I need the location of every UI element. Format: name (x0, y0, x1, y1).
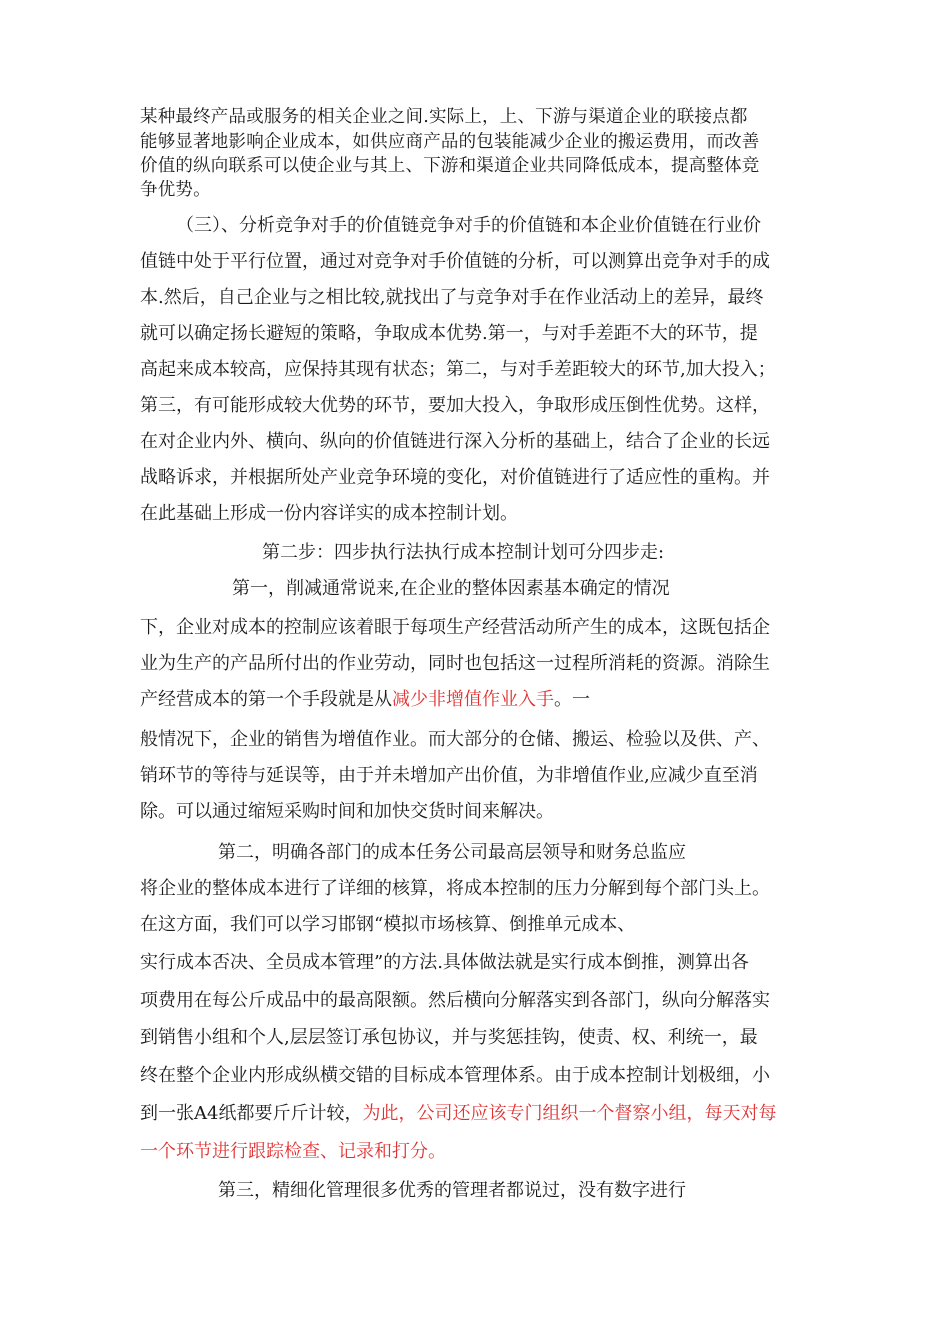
paragraph-line: 般情况下，企业的销售为增值作业。而大部分的仓储、搬运、检验以及供、产、 (140, 729, 770, 750)
paragraph-line: 能够显著地影响企业成本，如供应商产品的包装能减少企业的搬运费用，而改善 (140, 132, 760, 152)
paragraph-text: 到一张A4纸都要斤斤计较， (140, 1103, 363, 1124)
paragraph-line: 实行成本否决、全员成本管理”的方法.具体做法就是实行成本倒推，测算出各 (140, 952, 749, 973)
subsection-heading: 第三，精细化管理很多优秀的管理者都说过，没有数字进行 (218, 1180, 686, 1201)
paragraph-line: 就可以确定扬长避短的策略，争取成本优势.第一，与对手差距不大的环节，提 (140, 323, 758, 344)
paragraph-line-mixed (140, 689, 590, 711)
paragraph-line: 在对企业内外、横向、纵向的价值链进行深入分析的基础上，结合了企业的长远 (140, 431, 770, 452)
paragraph-line: 第三，有可能形成较大优势的环节，要加大投入，争取形成压倒性优势。这样， (140, 395, 770, 416)
paragraph-line: 除。可以通过缩短采购时间和加快交货时间来解决。 (140, 801, 554, 822)
paragraph-line: 在此基础上形成一份内容详实的成本控制计划。 (140, 503, 518, 524)
paragraph-line: 项费用在每公斤成品中的最高限额。然后横向分解落实到各部门，纵向分解落实 (140, 990, 770, 1011)
paragraph-line: 高起来成本较高，应保持其现有状态；第二，与对手差距较大的环节,加大投入； (140, 359, 776, 380)
paragraph-line: 销环节的等待与延误等，由于并未增加产出价值，为非增值作业,应减少直至消 (140, 765, 758, 786)
section-heading-line: （三）、分析竞争对手的价值链竞争对手的价值链和本企业价值链在行业价 (176, 215, 761, 236)
paragraph-line: 值链中处于平行位置，通过对竞争对手价值链的分析，可以测算出竞争对手的成 (140, 251, 770, 272)
subsection-heading: 第一，削减通常说来,在企业的整体因素基本确定的情况 (232, 578, 670, 599)
paragraph-line: 价值的纵向联系可以使企业与其上、下游和渠道企业共同降低成本，提高整体竞 (140, 156, 760, 176)
paragraph-line: 本.然后，自己企业与之相比较,就找出了与竞争对手在作业活动上的差异，最终 (140, 287, 764, 308)
paragraph-line: 业为生产的产品所付出的作业劳动，同时也包括这一过程所消耗的资源。消除生 (140, 653, 770, 674)
paragraph-text: 。一 (554, 689, 590, 710)
step-heading: 第二步：四步执行法执行成本控制计划可分四步走: (262, 542, 665, 563)
paragraph-line: 战略诉求，并根据所处产业竞争环境的变化，对价值链进行了适应性的重构。并 (140, 467, 770, 488)
paragraph-line: 某种最终产品或服务的相关企业之间.实际上，上、下游与渠道企业的联接点都 (140, 107, 748, 127)
paragraph-text: 产经营成本的第一个手段就是从 (140, 689, 392, 710)
paragraph-line: 到销售小组和个人,层层签订承包协议，并与奖惩挂钩，使责、权、利统一，最 (140, 1027, 758, 1048)
subsection-heading: 第二，明确各部门的成本任务公司最高层领导和财务总监应 (218, 842, 686, 863)
paragraph-line: 将企业的整体成本进行了详细的核算，将成本控制的压力分解到每个部门头上。 (140, 878, 770, 899)
paragraph-line-mixed (140, 1103, 776, 1125)
paragraph-line: 争优势。 (140, 180, 211, 200)
paragraph-line: 终在整个企业内形成纵横交错的目标成本管理体系。由于成本控制计划极细，小 (140, 1065, 770, 1086)
paragraph-line: 在这方面，我们可以学习邯钢“模拟市场核算、倒推单元成本、 (140, 914, 636, 935)
paragraph-line: 下，企业对成本的控制应该着眼于每项生产经营活动所产生的成本，这既包括企 (140, 617, 770, 638)
highlighted-text: 为此，公司还应该专门组织一个督察小组，每天对每 (362, 1103, 777, 1124)
highlighted-text: 减少非增值作业入手 (392, 689, 554, 710)
highlighted-line: 一个环节进行跟踪检查、记录和打分。 (140, 1141, 446, 1162)
